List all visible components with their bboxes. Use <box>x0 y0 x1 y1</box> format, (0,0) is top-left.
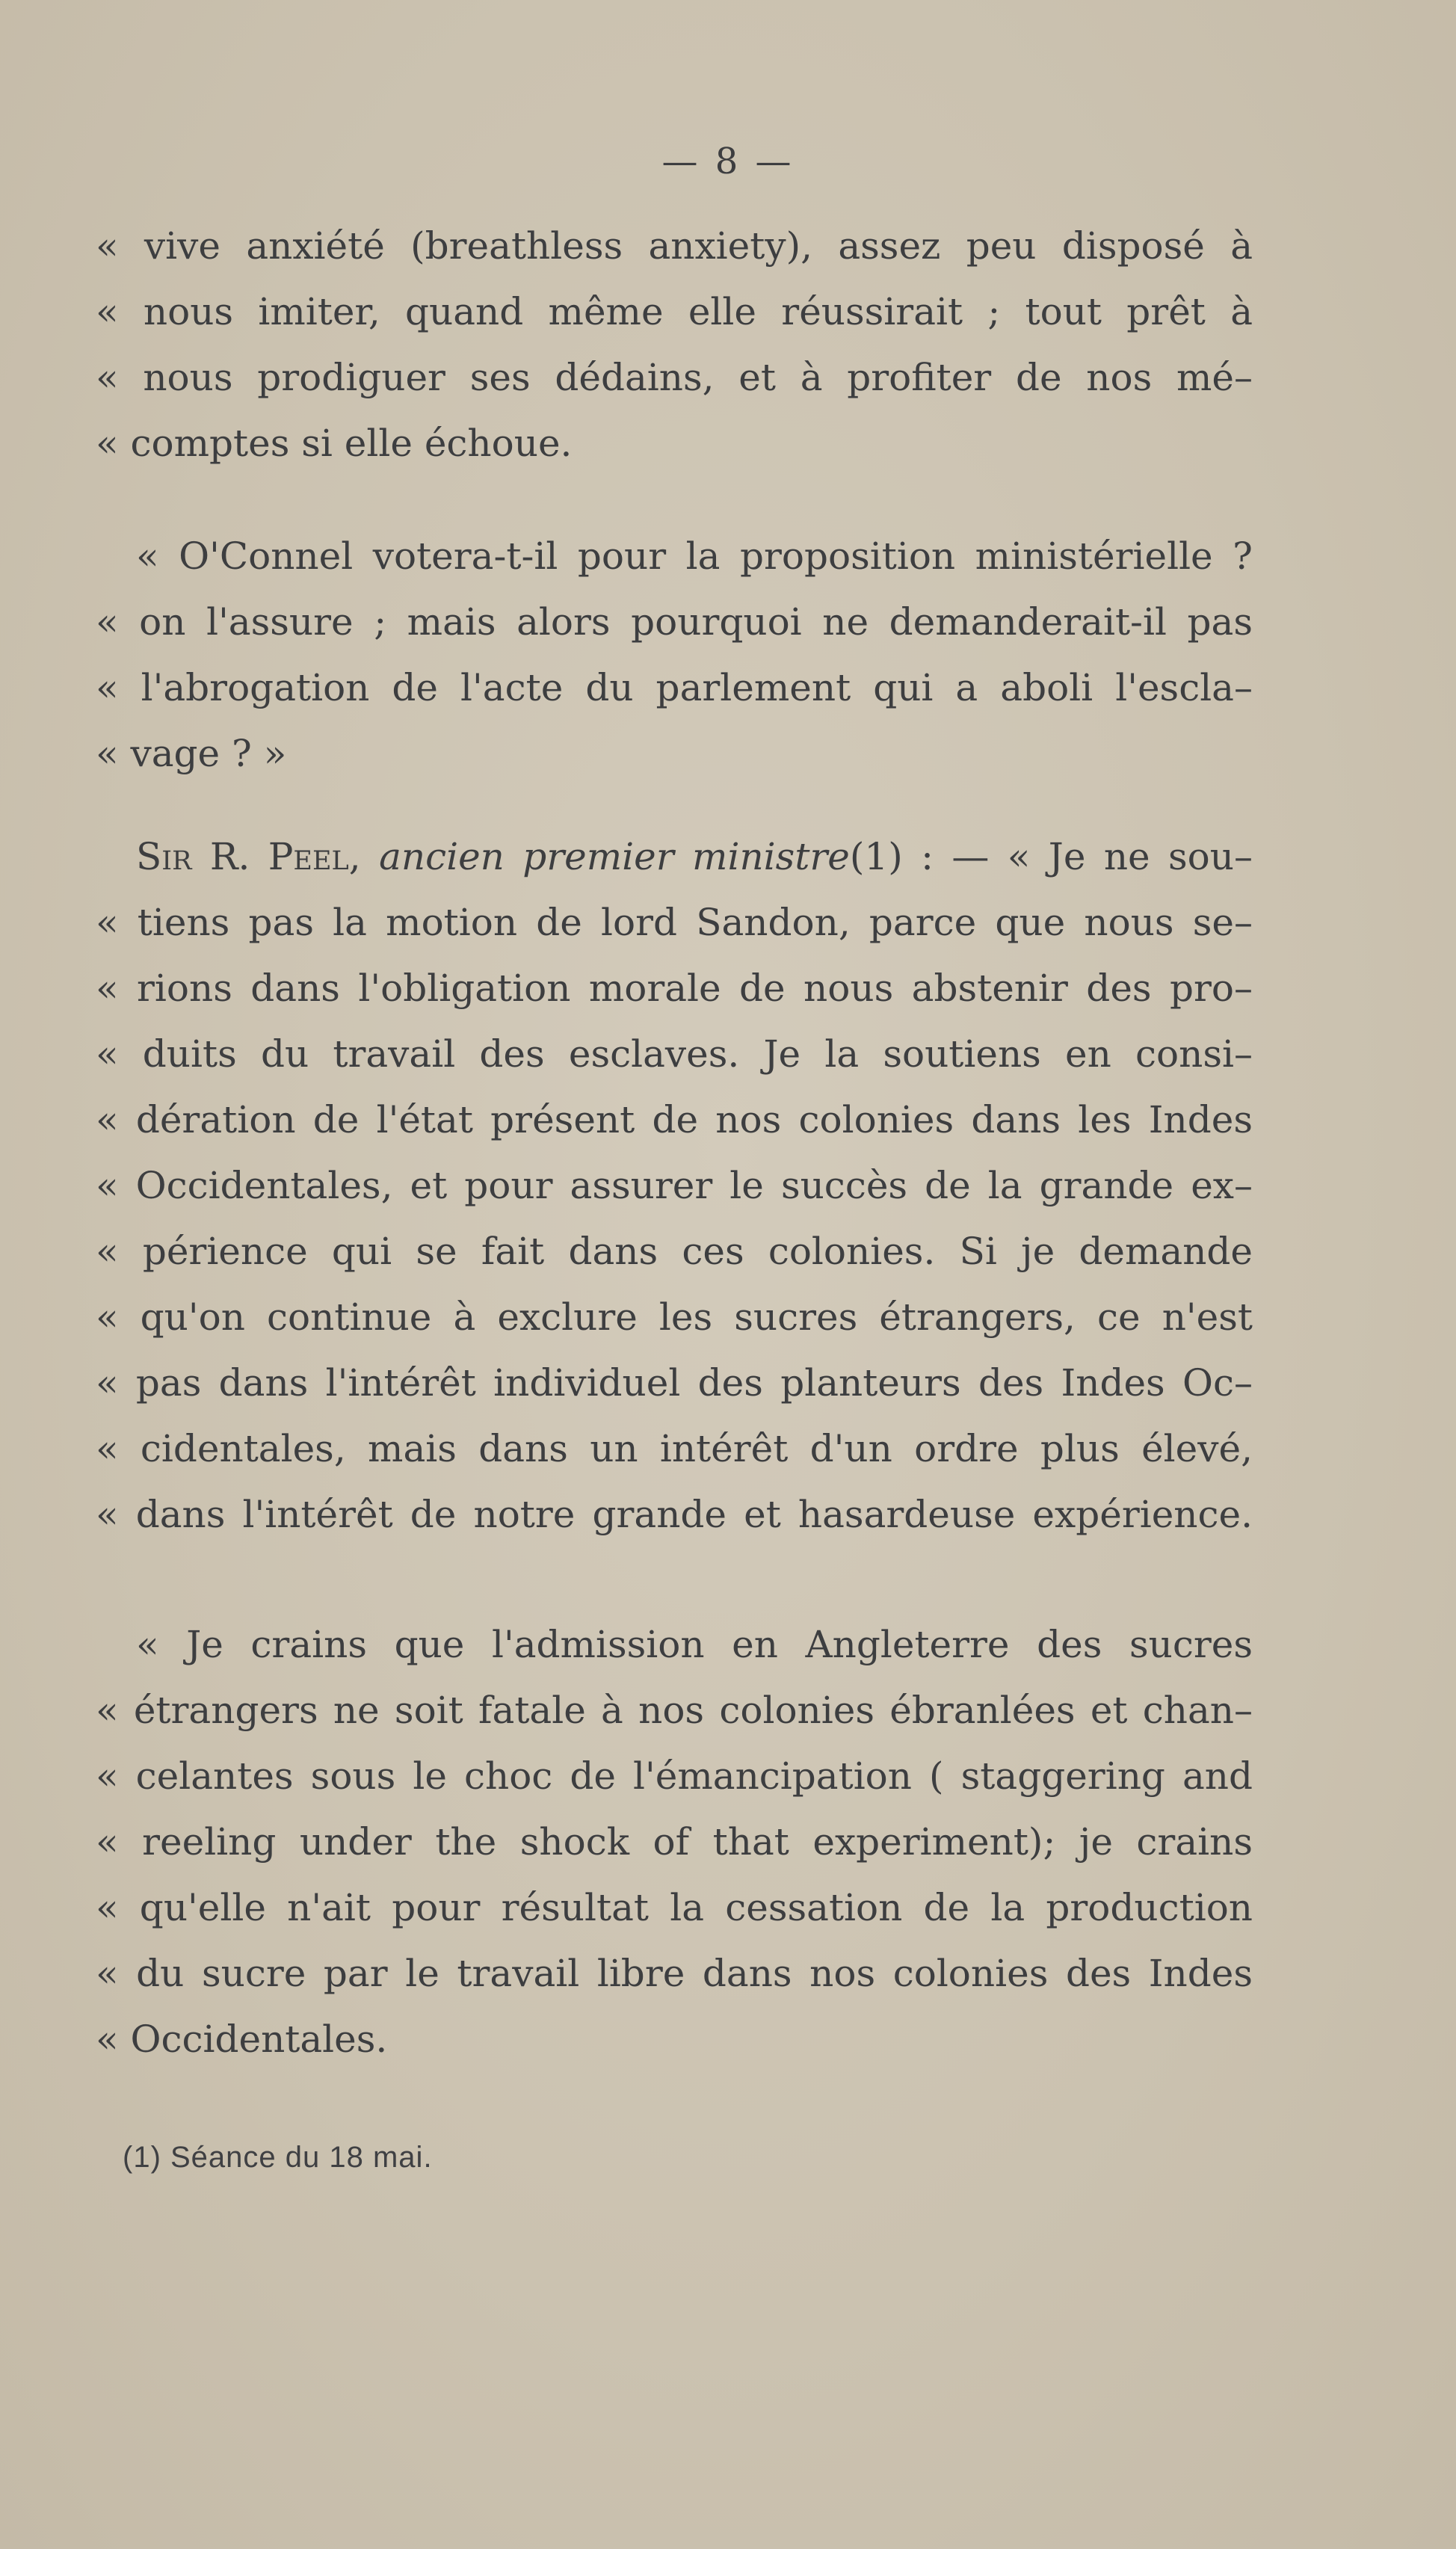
speaker-role: ancien premier ministre <box>379 835 850 878</box>
text-line: « on l'assure ; mais alors pourquoi ne demanderait-il pas <box>96 600 1253 644</box>
text-line: « qu'elle n'ait pour résultat la cessation de la production <box>96 1886 1253 1929</box>
speaker-name: Sir R. Peel, <box>136 835 361 878</box>
text-line: « périence qui se fait dans ces colonies. Si je demande <box>96 1230 1253 1273</box>
footnote-ref: (1) <box>849 835 903 878</box>
speaker-line <box>136 824 1253 890</box>
text-line: « nous prodiguer ses dédains, et à profiter de nos mé– <box>96 356 1253 399</box>
text-line: « qu'on continue à exclure les sucres étrangers, ce n'est <box>96 1295 1253 1339</box>
text-line: « du sucre par le travail libre dans nos colonies des Indes <box>96 1952 1253 1995</box>
text-line: « dération de l'état présent de nos colonies dans les Indes <box>96 1098 1253 1141</box>
text-line: « celantes sous le choc de l'émancipation ( staggering and <box>96 1754 1253 1798</box>
text-line: « duits du travail des esclaves. Je la soutiens en consi– <box>96 1032 1253 1076</box>
speaker-line-rest: : — « Je ne sou– <box>902 835 1253 878</box>
footnote: (1) Séance du 18 mai. <box>123 2141 433 2174</box>
text-line: « dans l'intérêt de notre grande et hasardeuse expérience. <box>96 1493 1253 1536</box>
text-line: « Occidentales, et pour assurer le succès de la grande ex– <box>96 1164 1253 1207</box>
text-line: « Occidentales. <box>96 2018 388 2061</box>
text-line: « nous imiter, quand même elle réussirait ; tout prêt à <box>96 290 1253 333</box>
text-line: « rions dans l'obligation morale de nous abstenir des pro– <box>96 967 1253 1010</box>
text-line: « tiens pas la motion de lord Sandon, parce que nous se– <box>96 901 1253 944</box>
text-line: « vage ? » <box>96 732 287 775</box>
text-line: « l'abrogation de l'acte du parlement qui a aboli l'escla– <box>96 666 1253 709</box>
text-line: « Je crains que l'admission en Angleterre des sucres <box>136 1623 1253 1666</box>
text-line: « pas dans l'intérêt individuel des planteurs des Indes Oc– <box>96 1361 1253 1405</box>
text-line: « cidentales, mais dans un intérêt d'un ordre plus élevé, <box>96 1427 1253 1470</box>
text-line: « étrangers ne soit fatale à nos colonies ébranlées et chan– <box>96 1689 1253 1732</box>
text-line: « comptes si elle échoue. <box>96 422 573 465</box>
page-number: — 8 — <box>661 141 795 182</box>
text-line: « O'Connel votera-t-il pour la proposition ministérielle ? <box>136 534 1253 578</box>
text-line: « vive anxiété (breathless anxiety), assez peu disposé à <box>96 224 1253 268</box>
text-line: « reeling under the shock of that experiment); je crains <box>96 1820 1253 1864</box>
